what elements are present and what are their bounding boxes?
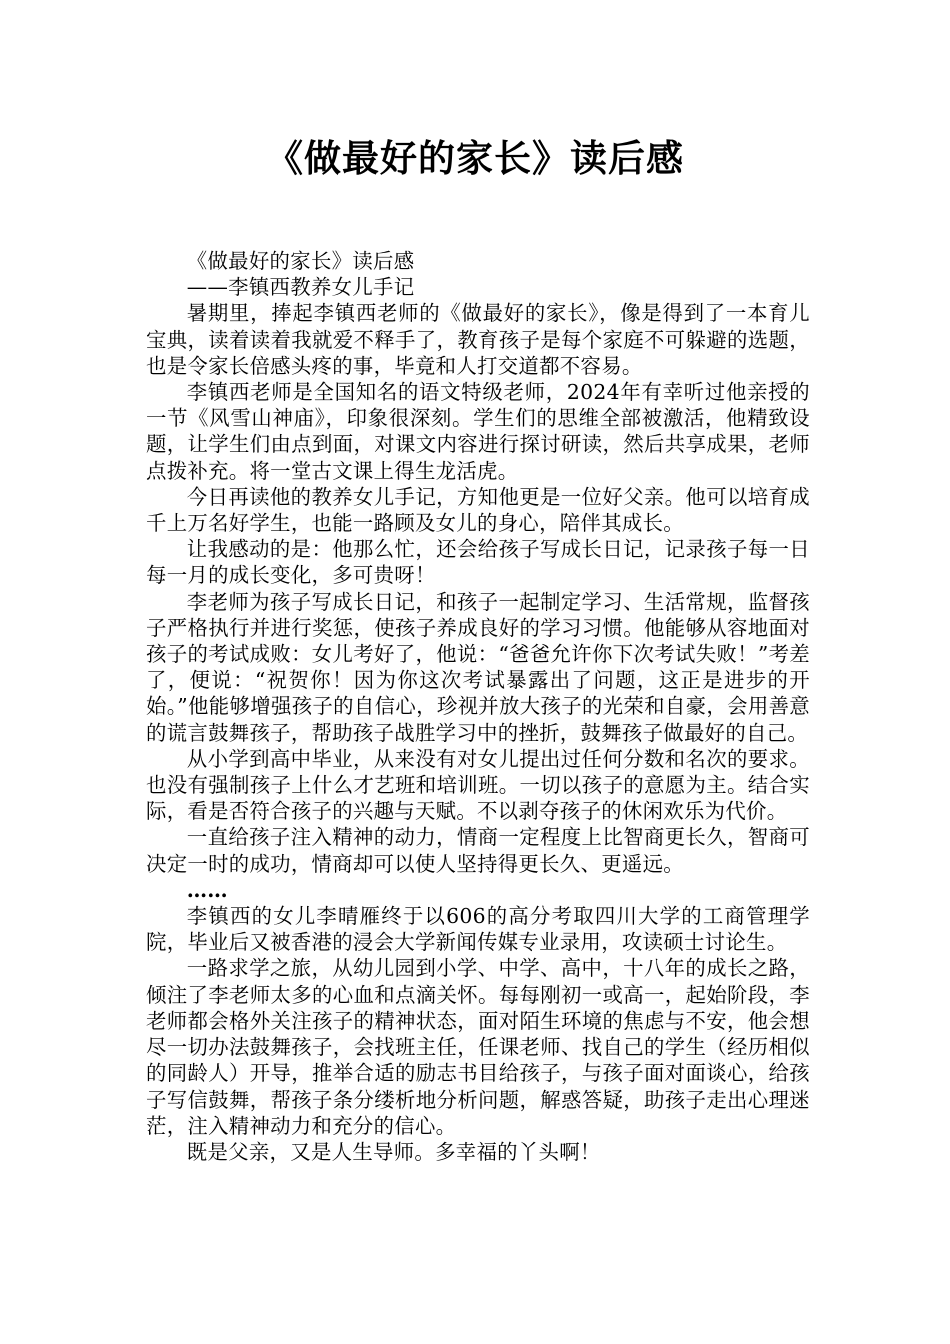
paragraph: 从小学到高中毕业，从来没有对女儿提出过任何分数和名次的要求。也没有强制孩子上什么才艺班和培训班。一切以孩子的意愿为主。结合实际，看是否符合孩子的兴趣与天赋。不以剥夺孩子的休闲欢乐为代价。 [146,746,810,824]
paragraph: 暑期里，捧起李镇西老师的《做最好的家长》，像是得到了一本育儿宝典，读着读着我就爱不释手了，教育孩子是每个家庭不可躲避的选题，也是令家长倍感头疼的事，毕竟和人打交道都不容易。 [146,301,810,378]
document-title: 《做最好的家长》读后感 [266,137,684,180]
paragraph: 李老师为孩子写成长日记，和孩子一起制定学习、生活常规，监督孩子严格执行并进行奖惩，使孩子养成良好的学习习惯。他能够从容地面对孩子的考试成败：女儿考好了，他说：“爸爸允许你下次考试失败！”考差了，便说：“祝贺你！因为你这次考试暴露出了问题，这正是进步的开始。”他能够增强孩子的自信心，珍视并放大孩子的光荣和自豪，会用善意的谎言鼓舞孩子，帮助孩子战胜学习中的挫折，鼓舞孩子做最好的自己。 [146,589,810,745]
paragraph: 李镇西老师是全国知名的语文特级老师，2024年有幸听过他亲授的一节《风雪山神庙》，印象很深刻。学生们的思维全部被激活，他精致设题，让学生们由点到面，对课文内容进行探讨研读，然后共享成果，老师点拨补充。将一堂古文课上得生龙活虎。 [146,380,810,483]
paragraph: 让我感动的是：他那么忙，还会给孩子写成长日记，记录孩子每一日每一月的成长变化，多可贵呀！ [146,537,810,588]
paragraph-subtitle: 《做最好的家长》读后感 [186,249,415,273]
paragraph: 一直给孩子注入精神的动力，情商一定程度上比智商更长久，智商可决定一时的成功，情商却可以使人坚持得更长久、更遥远。 [146,825,810,876]
paragraph: 李镇西的女儿李晴雁终于以606的高分考取四川大学的工商管理学院，毕业后又被香港的浸会大学新闻传媒专业录用，攻读硕士讨论生。 [146,904,810,955]
ellipsis-line: …… [186,877,228,902]
paragraph: 既是父亲，又是人生导师。多幸福的丫头啊！ [186,1139,601,1164]
document-body [146,248,810,1165]
paragraph: 今日再读他的教养女儿手记，方知他更是一位好父亲。他可以培育成千上万名好学生，也能一路顾及女儿的身心，陪伴其成长。 [146,484,810,536]
paragraph: 一路求学之旅，从幼儿园到小学、中学、高中，十八年的成长之路，倾注了李老师太多的心血和点滴关怀。每每刚初一或高一，起始阶段，李老师都会格外关注孩子的精神状态，面对陌生环境的焦虑与不安，他会想尽一切办法鼓舞孩子，会找班主任，任课老师、找自己的学生（经历相似的同龄人）开导，推举合适的励志书目给孩子，与孩子面对面谈心，给孩子写信鼓舞，帮孩子条分缕析地分析问题，解惑答疑，助孩子走出心理迷茫，注入精神动力和充分的信心。 [146,956,810,1138]
paragraph-byline: ——李镇西教养女儿手记 [186,275,415,300]
